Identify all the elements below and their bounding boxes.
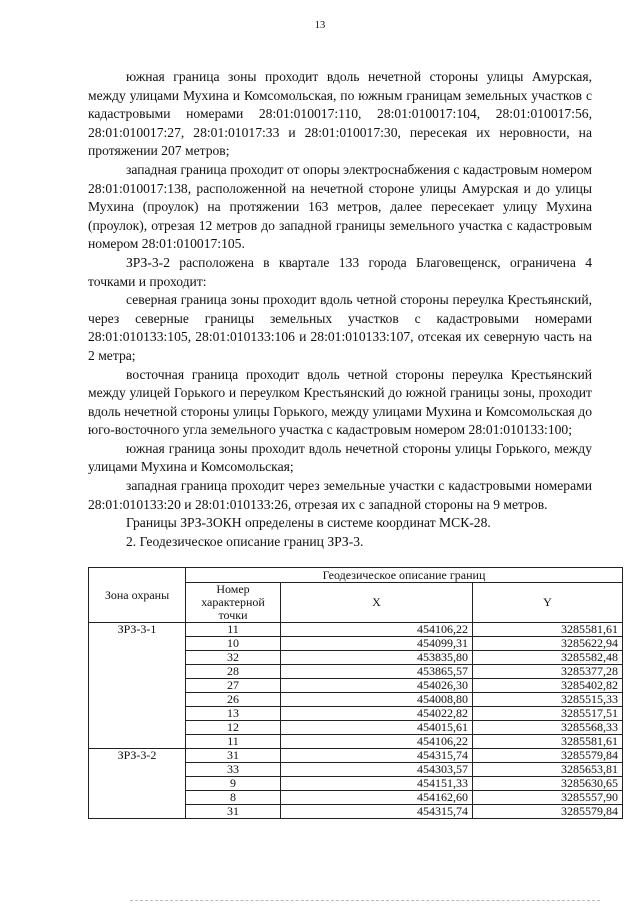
point-number-cell: 11 bbox=[186, 735, 281, 749]
paragraph-zrz-3-2-intro: ЗРЗ-3-2 расположена в квартале 133 города Благовещенск, ограничена 4 точками и проходит: bbox=[88, 254, 592, 289]
geodetic-coordinates-table bbox=[88, 567, 623, 819]
point-number-cell: 31 bbox=[186, 805, 281, 819]
header-point-number: Номер характерной точки bbox=[186, 583, 281, 623]
x-coordinate-cell: 454026,30 bbox=[281, 679, 473, 693]
x-coordinate-cell: 454303,57 bbox=[281, 763, 473, 777]
point-number-cell: 26 bbox=[186, 693, 281, 707]
point-number-cell: 32 bbox=[186, 651, 281, 665]
point-number-cell: 27 bbox=[186, 679, 281, 693]
header-geodetic-description: Геодезическое описание границ bbox=[186, 568, 623, 583]
y-coordinate-cell: 3285557,90 bbox=[473, 791, 623, 805]
point-number-cell: 13 bbox=[186, 707, 281, 721]
y-coordinate-cell: 3285579,84 bbox=[473, 805, 623, 819]
document-body bbox=[88, 68, 592, 551]
y-coordinate-cell: 3285579,84 bbox=[473, 749, 623, 763]
x-coordinate-cell: 454315,74 bbox=[281, 805, 473, 819]
header-zone: Зона охраны bbox=[89, 568, 186, 623]
header-y: Y bbox=[473, 583, 623, 623]
table-body bbox=[89, 623, 623, 819]
x-coordinate-cell: 453835,80 bbox=[281, 651, 473, 665]
y-coordinate-cell: 3285582,48 bbox=[473, 651, 623, 665]
y-coordinate-cell: 3285402,82 bbox=[473, 679, 623, 693]
point-number-cell: 10 bbox=[186, 637, 281, 651]
y-coordinate-cell: 3285568,33 bbox=[473, 721, 623, 735]
x-coordinate-cell: 454099,31 bbox=[281, 637, 473, 651]
paragraph-north-boundary-zrz-3-2: северная граница зоны проходит вдоль четной стороны переулка Крестьянский, через северные границы земельных участков с кадастровыми номерами 28:01:010133:105, 28:01:010133:106 и 28:01:010133:107, отсекая их северную часть на 2 метра; bbox=[88, 292, 592, 363]
y-coordinate-cell: 3285581,61 bbox=[473, 735, 623, 749]
section-heading-geodetic-description: 2. Геодезическое описание границ ЗРЗ-3. bbox=[126, 533, 364, 549]
y-coordinate-cell: 3285630,65 bbox=[473, 777, 623, 791]
page-bottom-divider bbox=[130, 900, 600, 901]
point-number-cell: 8 bbox=[186, 791, 281, 805]
point-number-cell: 11 bbox=[186, 623, 281, 637]
y-coordinate-cell: 3285515,33 bbox=[473, 693, 623, 707]
y-coordinate-cell: 3285653,81 bbox=[473, 763, 623, 777]
y-coordinate-cell: 3285517,51 bbox=[473, 707, 623, 721]
point-number-cell: 28 bbox=[186, 665, 281, 679]
x-coordinate-cell: 454106,22 bbox=[281, 735, 473, 749]
zone-label-zrz-3-2: ЗРЗ-3-2 bbox=[89, 749, 186, 819]
paragraph-east-boundary-zrz-3-2: восточная граница проходит вдоль четной стороны переулка Крестьянский между улицей Горького и переулком Крестьянский до южной границы зоны, проходит вдоль нечетной стороны улицы Горького, между улицами Мухина и Комсомольская до юго-восточного угла земельного участка с кадастровым номером 28:01:010133:100; bbox=[88, 366, 592, 438]
point-number-cell: 9 bbox=[186, 777, 281, 791]
geodetic-table-wrapper bbox=[88, 567, 623, 819]
header-x: X bbox=[281, 583, 473, 623]
x-coordinate-cell: 454015,61 bbox=[281, 721, 473, 735]
table-row bbox=[89, 749, 623, 763]
page-number: 13 bbox=[314, 20, 326, 31]
x-coordinate-cell: 454315,74 bbox=[281, 749, 473, 763]
x-coordinate-cell: 454151,33 bbox=[281, 777, 473, 791]
point-number-cell: 33 bbox=[186, 763, 281, 777]
paragraph-west-boundary-zrz-3-2: западная граница проходит через земельные участки с кадастровыми номерами 28:01:010133:20 и 28:01:010133:26, отрезая их с западной стороны на 9 метров. bbox=[88, 478, 592, 512]
x-coordinate-cell: 454106,22 bbox=[281, 623, 473, 637]
paragraph-coordinate-system: Границы ЗРЗ-3ОКН определены в системе координат МСК-28. bbox=[126, 515, 491, 531]
y-coordinate-cell: 3285377,28 bbox=[473, 665, 623, 679]
point-number-cell: 12 bbox=[186, 721, 281, 735]
paragraph-south-boundary-zrz-3-1: южная граница зоны проходит вдоль нечетной стороны улицы Амурская, между улицами Мухина и Комсомольская, по южным границам земельных участков с кадастровыми номерами 28:01:010017:110, 28:01:010017:104, 28:01:010017:56, 28:01:010017:27, 28:01:01017:33 и 28:01:010017:30, пересекая их неровности, на протяжении 207 метров; bbox=[88, 69, 592, 159]
paragraph-south-boundary-zrz-3-2: южная граница зоны проходит вдоль нечетной стороны улицы Горького, между улицами Мухина и Комсомольская; bbox=[88, 440, 592, 475]
x-coordinate-cell: 454022,82 bbox=[281, 707, 473, 721]
x-coordinate-cell: 454162,60 bbox=[281, 791, 473, 805]
y-coordinate-cell: 3285622,94 bbox=[473, 637, 623, 651]
zone-label-zrz-3-1: ЗРЗ-3-1 bbox=[89, 623, 186, 749]
point-number-cell: 31 bbox=[186, 749, 281, 763]
y-coordinate-cell: 3285581,61 bbox=[473, 623, 623, 637]
paragraph-west-boundary-zrz-3-1: западная граница проходит от опоры электроснабжения с кадастровым номером 28:01:010017:138, расположенной на нечетной стороне улицы Амурская и до улицы Мухина (проулок) на протяжении 163 метров, далее пересекает улицу Мухина (проулок), отрезая 12 метров до западной границы земельного участка с кадастровым номером 28:01:010017:105. bbox=[88, 161, 592, 252]
x-coordinate-cell: 453865,57 bbox=[281, 665, 473, 679]
x-coordinate-cell: 454008,80 bbox=[281, 693, 473, 707]
table-row bbox=[89, 623, 623, 637]
